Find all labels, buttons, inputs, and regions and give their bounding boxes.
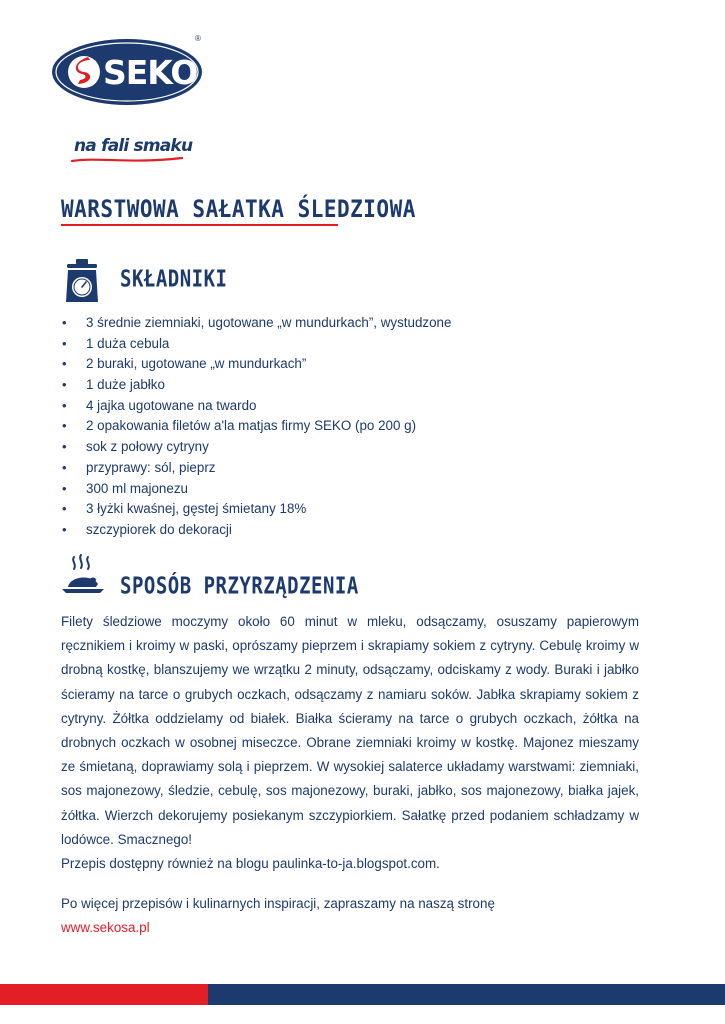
list-item: • 300 ml majonezu xyxy=(61,479,451,500)
kitchen-scale-icon xyxy=(63,258,101,304)
list-item: • 3 łyżki kwaśnej, gęstej śmietany 18% xyxy=(61,499,451,520)
seko-logo xyxy=(51,34,203,106)
list-item: • 3 średnie ziemniaki, ugotowane „w mundurkach”, wystudzone xyxy=(61,313,451,334)
footer-bar-navy xyxy=(208,984,725,1005)
website-invitation: Po więcej przepisów i kulinarnych inspiracji, zapraszamy na naszą stronę xyxy=(61,896,495,911)
registered-mark: ® xyxy=(195,34,201,43)
website-link[interactable]: www.sekosa.pl xyxy=(61,920,150,935)
list-item: • 4 jajka ugotowane na twardo xyxy=(61,396,451,417)
logo-wordmark: SEKO xyxy=(103,53,198,92)
list-item: • 2 buraki, ugotowane „w mundurkach” xyxy=(61,354,451,375)
footer-bar-red xyxy=(0,984,208,1005)
tagline-wave-decoration xyxy=(70,155,184,165)
source-note: Przepis dostępny również na blogu paulinka-to-ja.blogspot.com. xyxy=(61,856,440,871)
hot-dish-icon xyxy=(60,554,106,600)
ingredients-list xyxy=(61,313,451,541)
list-item: • szczypiorek do dekoracji xyxy=(61,520,451,541)
brand-tagline: na fali smaku xyxy=(74,136,193,156)
preparation-heading: SPOSÓB PRZYRZĄDZENIA xyxy=(120,573,359,600)
title-underline xyxy=(61,224,338,226)
list-item: • 2 opakowania filetów a'la matjas firmy SEKO (po 200 g) xyxy=(61,416,451,437)
preparation-text: Filety śledziowe moczymy około 60 minut w mleku, odsączamy, osuszamy papierowym ręcznikiem i kroimy w paski, oprószamy pieprzem i skrapiamy sokiem z cytryny. Cebulę kroimy w drobną kostkę, blanszujemy we wrzątku 2 minuty, odsączamy, odciskamy z wody. Buraki i jabłko ścieramy na tarce o grubych oczkach, odsączamy z namiaru soków. Jabłka skrapiamy sokiem z cytryny. Żółtka oddzielamy od białek. Białka ścieramy na tarce o grubych oczkach, żółtka na drobnych oczkach w osobnej miseczce. Obrane ziemniaki kroimy w kostkę. Majonez mieszamy ze śmietaną, doprawiamy solą i pieprzem. W wysokiej salaterce układamy warstwami: ziemniaki, sos majonezowy, śledzie, cebulę, sos majonezowy, buraki, jabłko, sos majonezowy, białka jajek, żółtka. Wierzch dekorujemy posiekanym szczypiorkiem. Sałatkę przed podaniem schładzamy w lodówce. Smacznego! xyxy=(61,614,639,847)
recipe-title: WARSTWOWA SAŁATKA ŚLEDZIOWA xyxy=(61,195,416,223)
list-item: • 1 duża cebula xyxy=(61,334,451,355)
list-item: • sok z połowy cytryny xyxy=(61,437,451,458)
list-item: • 1 duże jabłko xyxy=(61,375,451,396)
list-item: • przyprawy: sól, pieprz xyxy=(61,458,451,479)
ingredients-heading: SKŁADNIKI xyxy=(120,266,228,293)
